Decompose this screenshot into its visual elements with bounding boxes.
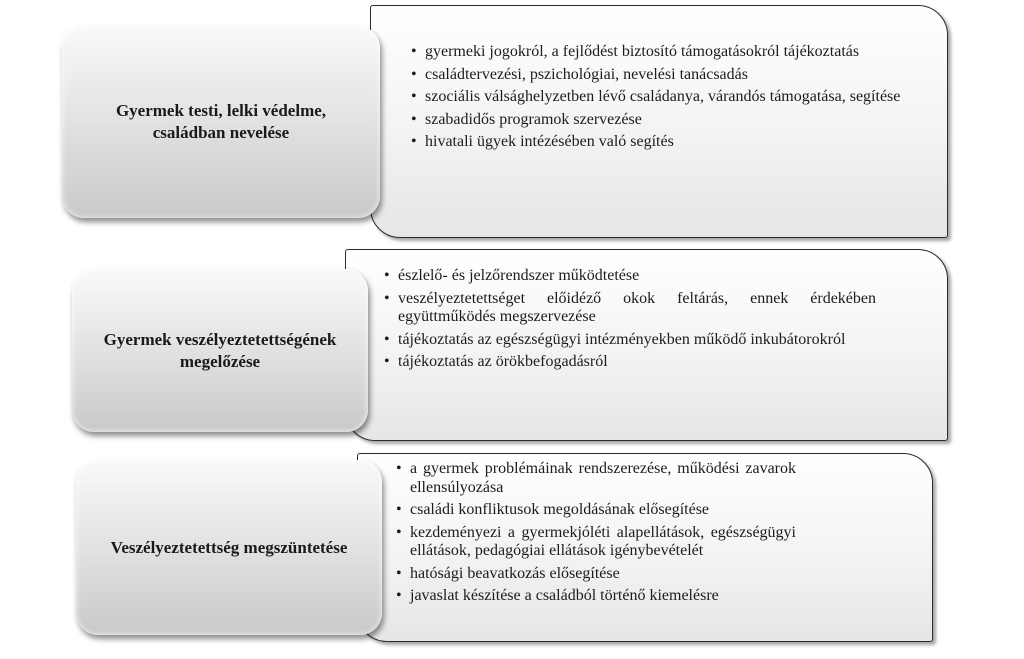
bullet-icon: • bbox=[384, 353, 390, 370]
list-item bbox=[396, 565, 796, 584]
list-item bbox=[411, 43, 901, 62]
list-item-text: gyermeki jogokról, a fejlődést biztosító támogatásokról tájékoztatás bbox=[425, 43, 860, 60]
list-item bbox=[384, 290, 876, 327]
list-item-text: családi konfliktusok megoldásának elősegítése bbox=[410, 501, 710, 518]
bullet-icon: • bbox=[411, 133, 417, 150]
list-item bbox=[411, 66, 901, 85]
list-item-text: családtervezési, pszichológiai, nevelési tanácsadás bbox=[425, 65, 748, 83]
detail-list-1 bbox=[411, 43, 901, 156]
list-item-text: észlelő- és jelzőrendszer működtetése bbox=[398, 267, 640, 284]
list-item-text: tájékoztatás az egészségügyi intézményekben működő inkubátorokról bbox=[398, 330, 846, 348]
detail-panel-2 bbox=[345, 249, 948, 441]
bullet-icon: • bbox=[396, 523, 402, 541]
list-item-text: hivatali ügyek intézésében való segítés bbox=[425, 133, 674, 150]
category-label-1: Gyermek testi, lelki védelme, családban nevelése bbox=[115, 101, 327, 142]
list-item bbox=[396, 460, 796, 497]
list-item bbox=[411, 111, 901, 130]
detail-panel-3 bbox=[357, 453, 933, 642]
list-item-text: javaslat készítése a családból történő kiemelésre bbox=[410, 587, 719, 604]
bullet-icon: • bbox=[411, 65, 417, 83]
list-item-text: szociális válsághelyzetben lévő családanya, várandós támogatása, segítése bbox=[425, 88, 901, 105]
bullet-icon: • bbox=[384, 289, 390, 307]
list-item bbox=[411, 88, 901, 107]
bullet-icon: • bbox=[396, 501, 402, 518]
bullet-icon: • bbox=[411, 110, 417, 128]
bullet-icon: • bbox=[384, 330, 390, 348]
list-item-text: hatósági beavatkozás elősegítése bbox=[410, 564, 620, 582]
detail-panel-1 bbox=[370, 5, 948, 238]
category-box-2 bbox=[72, 269, 368, 432]
list-item bbox=[384, 331, 876, 350]
list-item-text: szabadidős programok szervezése bbox=[425, 110, 642, 128]
bullet-icon: • bbox=[384, 267, 390, 284]
list-item-text: kezdeményezi a gyermekjóléti alapellátások, egészségügyi ellátások, pedagógiai ellátások igénybevételét bbox=[410, 523, 796, 559]
category-label-3: Veszélyeztetettség megszüntetése bbox=[110, 537, 348, 557]
category-box-3 bbox=[76, 460, 382, 635]
list-item bbox=[396, 501, 796, 520]
list-item-text: a gyermek problémáinak rendszerezése, működési zavarok ellensúlyozása bbox=[410, 460, 796, 496]
list-item bbox=[396, 524, 796, 561]
bullet-icon: • bbox=[396, 564, 402, 582]
list-item bbox=[396, 587, 796, 606]
category-label-2: Gyermek veszélyeztetettségének megelőzése bbox=[103, 329, 337, 371]
detail-list-3 bbox=[396, 460, 796, 610]
list-item-text: tájékoztatás az örökbefogadásról bbox=[398, 353, 608, 370]
list-item bbox=[411, 133, 901, 152]
category-box-1 bbox=[62, 26, 380, 218]
bullet-icon: • bbox=[396, 460, 402, 477]
list-item-text: veszélyeztetettséget előidéző okok feltárás, ennek érdekében együttműködés megszervezése bbox=[398, 289, 876, 325]
bullet-icon: • bbox=[411, 43, 417, 60]
bullet-icon: • bbox=[396, 587, 402, 604]
bullet-icon: • bbox=[411, 88, 417, 105]
detail-list-2 bbox=[384, 267, 876, 376]
list-item bbox=[384, 267, 876, 286]
list-item bbox=[384, 353, 876, 372]
